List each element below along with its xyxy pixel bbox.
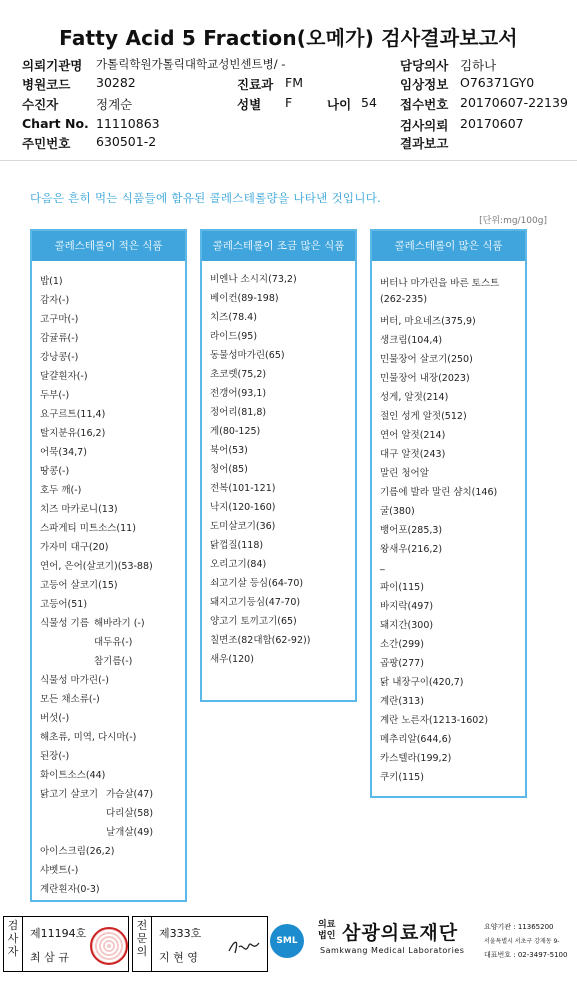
food-item: 감자(-) (40, 295, 70, 306)
org-address: 서울특별시 서초구 강재동 9- (484, 938, 560, 945)
age-value: 54 (361, 95, 377, 110)
hospital-code-label: 병원코드 (22, 77, 71, 92)
food-item: 대구 알젓(243) (380, 449, 446, 460)
food-item: 전복(101-121) (210, 483, 276, 494)
seal-icon (90, 927, 128, 965)
report-footer (0, 910, 577, 981)
food-item: 돼지간(300) (380, 620, 434, 631)
food-item: 달걀흰자(-) (40, 371, 88, 382)
food-item: 샤벳트(-) (40, 865, 79, 876)
header-divider (0, 160, 577, 161)
food-item: 해초류, 미역, 다시마(-) (40, 732, 137, 743)
food-item: 왕새우(216,2) (380, 544, 443, 555)
food-item: 굴(380) (380, 506, 415, 517)
food-item: 비엔나 소시지(73,2) (210, 274, 297, 285)
clinical-value: O76371GY0 (460, 75, 535, 90)
column-high-heading: 콜레스테롤이 많은 식품 (372, 231, 525, 261)
food-item: 밥(1) (40, 276, 63, 287)
food-item: 호두 깨(-) (40, 485, 82, 496)
food-item: 기름에 발라 말린 샴치(146) (380, 487, 498, 498)
food-item: 땅콩(-) (40, 466, 70, 477)
food-item: 감귤류(-) (40, 333, 79, 344)
food-item: 소간(299) (380, 639, 424, 650)
examiner-label: 검사자 (7, 919, 19, 958)
food-item: 생크림(104,4) (380, 335, 443, 346)
food-item: 말린 청어알 (380, 468, 429, 479)
food-item: _ (380, 560, 385, 571)
patient-label: 수진자 (22, 97, 59, 112)
column-medium-heading: 콜레스테롤이 조금 많은 식품 (202, 231, 355, 261)
food-item: 돼지고기등심(47-70) (210, 597, 301, 608)
food-item: 전갱어(93,1) (210, 388, 267, 399)
food-item: 연어 알젓(214) (380, 430, 446, 441)
food-item: 계란(313) (380, 696, 424, 707)
food-item: 화이트소스(44) (40, 770, 106, 781)
food-item: 낙지(120-160) (210, 502, 276, 513)
food-item: 양고기 토끼고기(65) (210, 616, 297, 627)
org-name: 삼광의료재단 (342, 922, 459, 944)
food-item: 해바라기 (-) (94, 618, 145, 629)
food-item: 어묵(34,7) (40, 447, 87, 458)
request-label: 검사의뢰 (400, 118, 449, 133)
food-item: 날개살(49) (106, 827, 154, 838)
request-value: 20170607 (460, 116, 524, 131)
food-item: 새우(120) (210, 654, 254, 665)
food-item: 참기름(-) (94, 656, 133, 667)
examiner-stamp (3, 916, 129, 972)
signature-icon (225, 935, 261, 959)
food-item: 성게, 알젓(214) (380, 392, 449, 403)
specialist-name: 지 현 영 (159, 951, 198, 964)
food-item: 고구마(-) (40, 314, 79, 325)
column-low (30, 229, 187, 902)
food-item: 고등어(51) (40, 599, 88, 610)
age-label: 나이 (327, 97, 352, 112)
food-item: 버섯(-) (40, 713, 70, 724)
institution-label: 의뢰기관명 (22, 58, 83, 73)
doctor-value: 김하나 (460, 58, 497, 73)
chart-no-value: 11110863 (96, 116, 160, 131)
specialist-stamp (132, 916, 268, 972)
report-header (0, 0, 577, 160)
examiner-number: 제11194호 (30, 927, 87, 940)
food-item: 오리고기(84) (210, 559, 267, 570)
food-item: 닭 내장구이(420,7) (380, 677, 464, 688)
chart-no-label: Chart No. (22, 116, 89, 131)
food-item: 강낭콩(-) (40, 352, 79, 363)
examiner-name: 최 삼 규 (30, 951, 69, 964)
food-item: 뱅어포(285,3) (380, 525, 443, 536)
food-item: 절인 성게 알젓(512) (380, 411, 467, 422)
result-label: 결과보고 (400, 136, 449, 151)
doctor-label: 담당의사 (400, 58, 449, 73)
food-item: 메추리알(644,6) (380, 734, 452, 745)
food-item: 곱팡(277) (380, 658, 424, 669)
food-item: 라이드(95) (210, 331, 258, 342)
dept-label: 진료과 (237, 77, 274, 92)
sex-label: 성별 (237, 97, 262, 112)
food-item: 민물장어 내장(2023) (380, 373, 470, 384)
food-item: 요구르트(11,4) (40, 409, 106, 420)
food-item: 다리살(58) (106, 808, 154, 819)
specialist-number: 제333호 (159, 927, 202, 940)
report-title: Fatty Acid 5 Fraction(오메가) 검사결과보고서 (59, 26, 518, 50)
food-item: 대두유(-) (94, 637, 133, 648)
food-item: 아이스크림(26,2) (40, 846, 115, 857)
intro-text: 다음은 흔히 먹는 식품들에 함유된 콜레스테롤량을 나타낸 것입니다. (30, 191, 382, 205)
food-item: 바지락(497) (380, 601, 434, 612)
institution-value: 가톨릭학원가톨릭대학교성빈센트병/ - (96, 57, 286, 71)
rrn-label: 주민번호 (22, 136, 71, 151)
food-item: 베이컨(89-198) (210, 293, 279, 304)
food-item: 모든 채소류(-) (40, 694, 100, 705)
food-item: 계란흰자(0-3) (40, 884, 100, 895)
specialist-label: 전문의 (136, 919, 148, 958)
food-item: 파이(115) (380, 582, 424, 593)
clinical-label: 임상정보 (400, 77, 449, 92)
org-type: 의료법인 (318, 920, 336, 941)
food-item: 버터나 마가린을 바른 토스트 (380, 278, 500, 289)
dept-value: FM (285, 75, 303, 90)
food-item: 치즈 마카로니(13) (40, 504, 118, 515)
food-item: (262-235) (380, 294, 428, 305)
unit-label: [단위:mg/100g] (479, 216, 547, 226)
food-item: 닭껍질(118) (210, 540, 264, 551)
food-item: 닭고기 살코기 (40, 789, 99, 800)
column-medium (200, 229, 357, 702)
sml-logo-icon: SML (270, 924, 304, 958)
food-item: 계란 노른자(1213-1602) (380, 715, 489, 726)
food-item: 쿠키(115) (380, 772, 424, 783)
food-item: 게(80-125) (210, 426, 261, 437)
rrn-value: 630501-2 (96, 134, 157, 149)
receipt-value: 20170607-22139 (460, 95, 568, 110)
food-item: 식물성 마가린(-) (40, 675, 109, 686)
column-high (370, 229, 527, 798)
food-item: 초코렛(75,2) (210, 369, 267, 380)
food-item: 카스텔라(199,2) (380, 753, 452, 764)
food-item: 민물장어 살코기(250) (380, 354, 473, 365)
hospital-code-value: 30282 (96, 75, 136, 90)
food-item: 연어, 은어(살코기)(53-88) (40, 561, 153, 572)
food-item: 버터, 마요네즈(375,9) (380, 316, 476, 327)
sex-value: F (285, 95, 293, 110)
food-item: 쇠고기살 등심(64-70) (210, 578, 304, 589)
food-item: 도미살코기(36) (210, 521, 276, 532)
org-english-name: Samkwang Medical Laboratories (320, 946, 465, 955)
patient-value: 정계순 (96, 97, 133, 112)
food-item: 두부(-) (40, 390, 70, 401)
food-item: 탈지분유(16,2) (40, 428, 106, 439)
food-item: 가자미 대구(20) (40, 542, 109, 553)
food-item: 된장(-) (40, 751, 70, 762)
food-item: 정어리(81,8) (210, 407, 267, 418)
food-item: 가슴살(47) (106, 789, 154, 800)
food-item: 고등어 살코기(15) (40, 580, 118, 591)
org-phone: 대표번호 : 02-3497-5100 (484, 951, 568, 959)
org-code: 요양기관 : 11365200 (484, 923, 554, 931)
column-low-heading: 콜레스테롤이 적은 식품 (32, 231, 185, 261)
food-item: 스파게티 미트소스(11) (40, 523, 136, 534)
food-item: 칠면조(82대합(62-92)) (210, 635, 311, 646)
food-item: 식물성 기름 (40, 618, 89, 629)
food-item: 북어(53) (210, 445, 248, 456)
receipt-label: 접수번호 (400, 97, 449, 112)
food-item: 치즈(78.4) (210, 312, 257, 323)
food-item: 청어(85) (210, 464, 248, 475)
food-item: 동물성마가린(65) (210, 350, 285, 361)
